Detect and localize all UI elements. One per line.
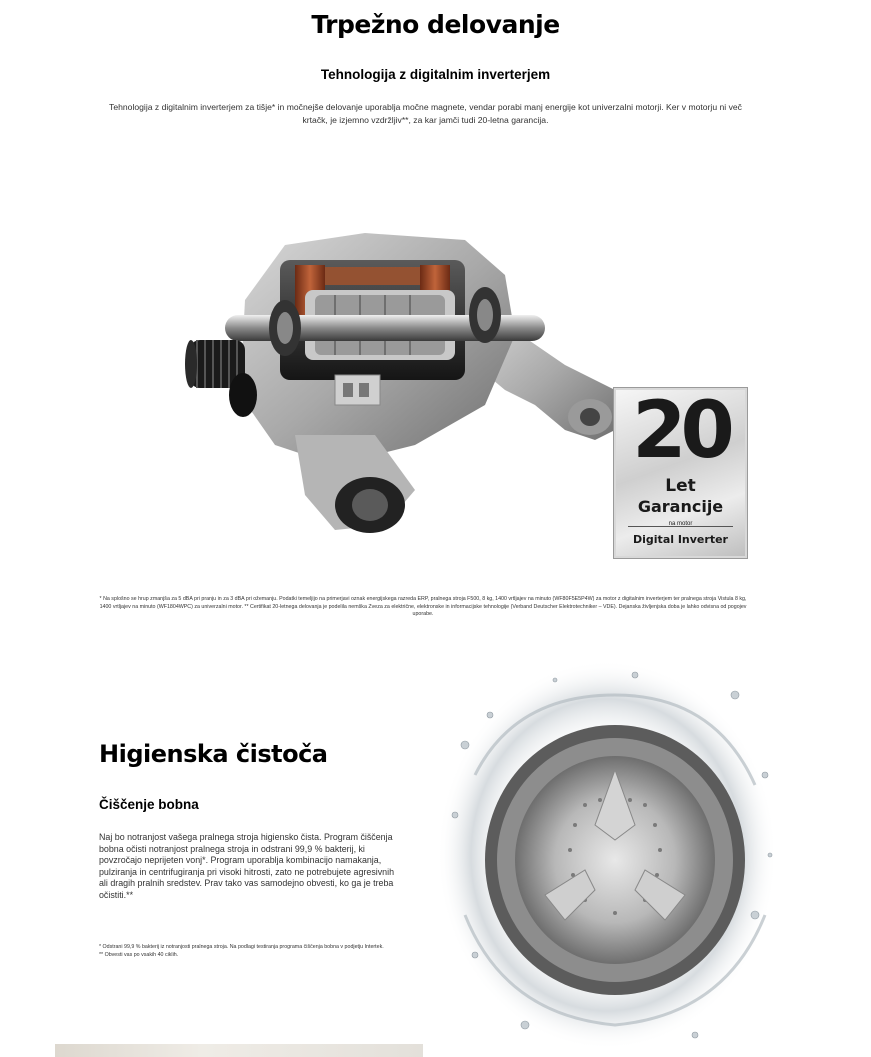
warranty-on-motor-label: na motor [668,521,693,527]
section-title-hygiene: Higienska čistoča [99,740,328,768]
warranty-years-label: Let [665,476,696,496]
warranty-badge [613,387,748,559]
warranty-digital-inverter-label: Digital Inverter [633,533,728,546]
warranty-guarantee-label: Garancije [637,497,724,516]
footnote-inverter: * Na splošno se hrup zmanjša za 5 dBA pri pranju in za 3 dBA pri ožemanju. Podatki temeljijo na primerjavi oznak energijskega razreda ERP, pralnega stroja F500, 8 kg, 1400 vrtljajev na minuto (WF80F5E5P4W) za motor z digitalnim inverterjem ter pralnega stroja Vistula 8 kg, 1400 vrtljajev na minuto (WF1804WPC) za univerzalni motor. ** Certifikat 20-letnega delovanja je podelila nemška Zveza za električne, elektronske in informacijske tehnologije (Verband Deutscher Elektrotechniker – VDE). Dejanska življenjska doba je lahko odvisna od pogojev uporabe. [99,596,747,617]
warranty-number: 20 [632,386,729,476]
section-title-durable: Trpežno delovanje [311,10,560,39]
section-subtitle-inverter: Tehnologija z digitalnim inverterjem [320,67,551,82]
drum-illustration [435,655,780,1055]
footnote-drum-clean: * Odstrani 99,9 % bakterij iz notranjosti pralnega stroja. Na podlagi testiranja programa čiščenja bobna v podjetju Intertek. ** Obvesti vas po vsakih 40 ciklih. [99,944,384,958]
section-subtitle-drum-clean: Čiščenje bobna [99,797,199,812]
section-paragraph-inverter: Tehnologija z digitalnim inverterjem za tišje* in močnejše delovanje uporablja močne magnete, vendar porabi manj energije kot univerzalni motorji. Ker v motorju ni več krtačk, je izjemno vzdržljiv**, za kar jamči tudi 20-letna garancija. [109,102,742,125]
section-paragraph-drum-clean: Naj bo notranjost vašega pralnega stroja higiensko čista. Program čiščenja bobna očisti notranjost pralnega stroja in odstrani 99,9 % bakterij, ki povzročajo neprijeten vonj*. Program uporablja kombinacijo namakanja, pulziranja in centrifugiranja pri visoki hitrosti, zato ne potrebujete agresivnih ali dragih pralnih sredstev. Prav tako vas samodejno obvesti, ko ga je treba očistiti.** [99,832,395,900]
motor-illustration [185,215,635,550]
next-section-image [55,1044,423,1057]
